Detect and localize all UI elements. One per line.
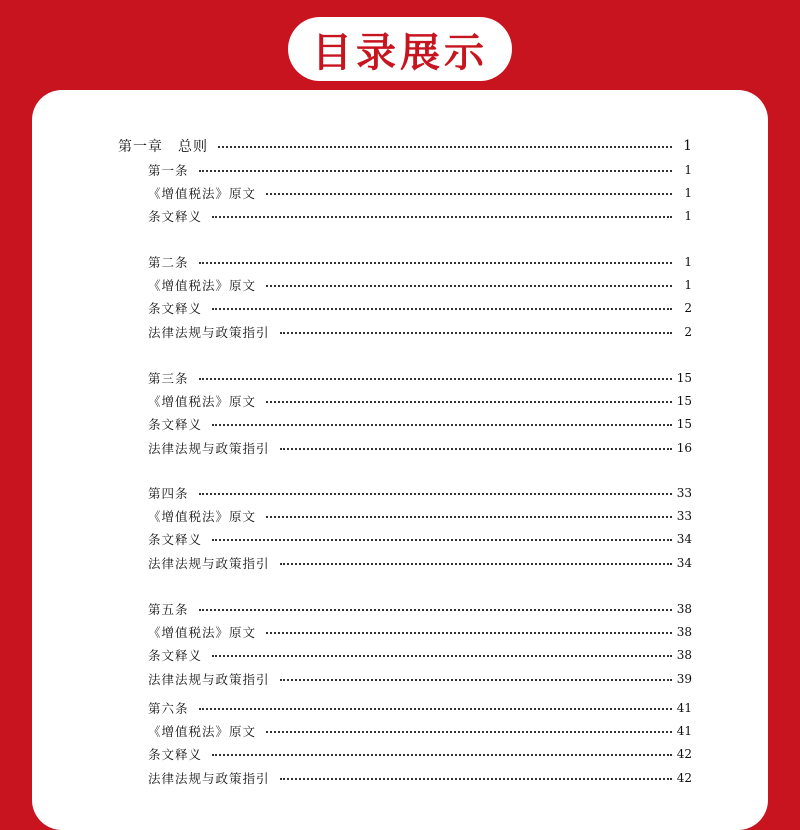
toc-entry-row-label: 条文释义 — [148, 747, 203, 763]
toc-article-row-page-number: 1 — [684, 163, 692, 177]
toc-article-row-page-number: 41 — [676, 701, 692, 715]
toc-entry-row[interactable] — [148, 768, 692, 788]
toc-article-row-page-number: 38 — [676, 602, 692, 616]
toc-entry-row-page-number: 41 — [676, 724, 692, 739]
toc-entry-row-label: 条文释义 — [148, 648, 203, 664]
toc-entry-row-label: 《增值税法》原文 — [148, 625, 257, 641]
toc-entry-row-label: 条文释义 — [148, 417, 203, 433]
toc-article-row-label: 第二条 — [148, 255, 189, 270]
dot-leader — [212, 216, 672, 218]
toc-entry-row-page-number: 2 — [684, 301, 692, 316]
toc-chapter-row-label: 第一章 总则 — [118, 139, 208, 155]
toc-chapter-row[interactable] — [118, 136, 692, 156]
dot-leader — [280, 679, 672, 681]
toc-entry-row-label: 《增值税法》原文 — [148, 278, 257, 294]
dot-leader — [199, 170, 672, 172]
dot-leader — [199, 262, 672, 264]
toc-entry-row[interactable] — [148, 553, 692, 573]
toc-entry-row-label: 《增值税法》原文 — [148, 509, 257, 525]
toc-entry-row-page-number: 15 — [676, 394, 692, 409]
toc-entry-row-label: 条文释义 — [148, 532, 203, 548]
toc-article-row-label: 第五条 — [148, 602, 189, 617]
toc-entry-row-label: 法律法规与政策指引 — [148, 671, 270, 687]
toc-entry-row[interactable] — [148, 298, 692, 318]
toc-entry-row-page-number: 1 — [684, 186, 692, 201]
dot-leader — [266, 731, 672, 733]
toc-article-row-label: 第三条 — [148, 371, 189, 386]
dot-leader — [212, 308, 672, 310]
toc-entry-row-label: 《增值税法》原文 — [148, 724, 257, 740]
toc-entry-row[interactable] — [148, 438, 692, 458]
toc-entry-row-page-number: 34 — [676, 555, 692, 570]
toc-entry-row-page-number: 34 — [676, 532, 692, 547]
toc-entry-row[interactable] — [148, 721, 692, 741]
page-title: 目录展示 — [312, 29, 488, 76]
toc-article-row[interactable] — [148, 252, 692, 272]
toc-entry-row-page-number: 42 — [676, 747, 692, 762]
toc-article-row[interactable] — [148, 599, 692, 619]
dot-leader — [218, 146, 672, 148]
toc-article-row-page-number: 15 — [676, 371, 692, 385]
toc-entry-row-page-number: 38 — [676, 648, 692, 663]
toc-entry-row-page-number: 16 — [676, 440, 692, 455]
toc-entry-row[interactable] — [148, 529, 692, 549]
toc-entry-row-page-number: 39 — [676, 671, 692, 686]
toc-article-row-label: 第六条 — [148, 701, 189, 716]
toc-article-row-label: 第一条 — [148, 163, 189, 178]
toc-entry-row-label: 《增值税法》原文 — [148, 394, 257, 410]
dot-leader — [266, 193, 672, 195]
toc-entry-row[interactable] — [148, 322, 692, 342]
dot-leader — [280, 563, 672, 565]
dot-leader — [280, 332, 672, 334]
dot-leader — [212, 754, 672, 756]
toc-entry-row-page-number: 1 — [684, 209, 692, 224]
toc-entry-row-page-number: 42 — [676, 770, 692, 785]
toc-entry-row-label: 条文释义 — [148, 301, 203, 317]
toc-article-row[interactable] — [148, 698, 692, 718]
toc-entry-row-page-number: 33 — [676, 509, 692, 524]
toc-entry-row-label: 法律法规与政策指引 — [148, 770, 270, 786]
toc-article-row[interactable] — [148, 483, 692, 503]
dot-leader — [199, 708, 672, 710]
dot-leader — [280, 778, 672, 780]
toc-entry-row[interactable] — [148, 206, 692, 226]
toc-entry-row-label: 条文释义 — [148, 209, 203, 225]
toc-entry-row-label: 法律法规与政策指引 — [148, 555, 270, 571]
toc-entry-row[interactable] — [148, 183, 692, 203]
toc-entry-row-page-number: 2 — [684, 324, 692, 339]
toc-entry-row[interactable] — [148, 506, 692, 526]
toc-entry-row[interactable] — [148, 391, 692, 411]
dot-leader — [212, 655, 672, 657]
toc-article-row-page-number: 1 — [684, 255, 692, 269]
dot-leader — [199, 493, 672, 495]
toc-entry-row-label: 法律法规与政策指引 — [148, 440, 270, 456]
dot-leader — [266, 401, 672, 403]
dot-leader — [212, 539, 672, 541]
toc-entry-row-label: 《增值税法》原文 — [148, 186, 257, 202]
toc-entry-row[interactable] — [148, 744, 692, 764]
toc-entry-row-page-number: 38 — [676, 625, 692, 640]
toc-article-row-label: 第四条 — [148, 486, 189, 501]
toc-entry-row[interactable] — [148, 622, 692, 642]
toc-entry-row[interactable] — [148, 414, 692, 434]
toc-entry-row-page-number: 1 — [684, 278, 692, 293]
toc-entry-row-page-number: 15 — [676, 417, 692, 432]
toc-paper — [32, 90, 768, 830]
toc-entry-row-label: 法律法规与政策指引 — [148, 324, 270, 340]
page-title-pill — [288, 17, 512, 81]
toc-article-row[interactable] — [148, 368, 692, 388]
dot-leader — [199, 378, 672, 380]
dot-leader — [280, 448, 672, 450]
dot-leader — [212, 424, 672, 426]
dot-leader — [266, 285, 672, 287]
dot-leader — [266, 516, 672, 518]
toc-entry-row[interactable] — [148, 645, 692, 665]
toc-entry-row[interactable] — [148, 669, 692, 689]
toc-article-row-page-number: 33 — [676, 486, 692, 500]
dot-leader — [266, 632, 672, 634]
toc-chapter-row-page-number: 1 — [683, 138, 692, 154]
dot-leader — [199, 609, 672, 611]
toc-entry-row[interactable] — [148, 275, 692, 295]
toc-article-row[interactable] — [148, 160, 692, 180]
